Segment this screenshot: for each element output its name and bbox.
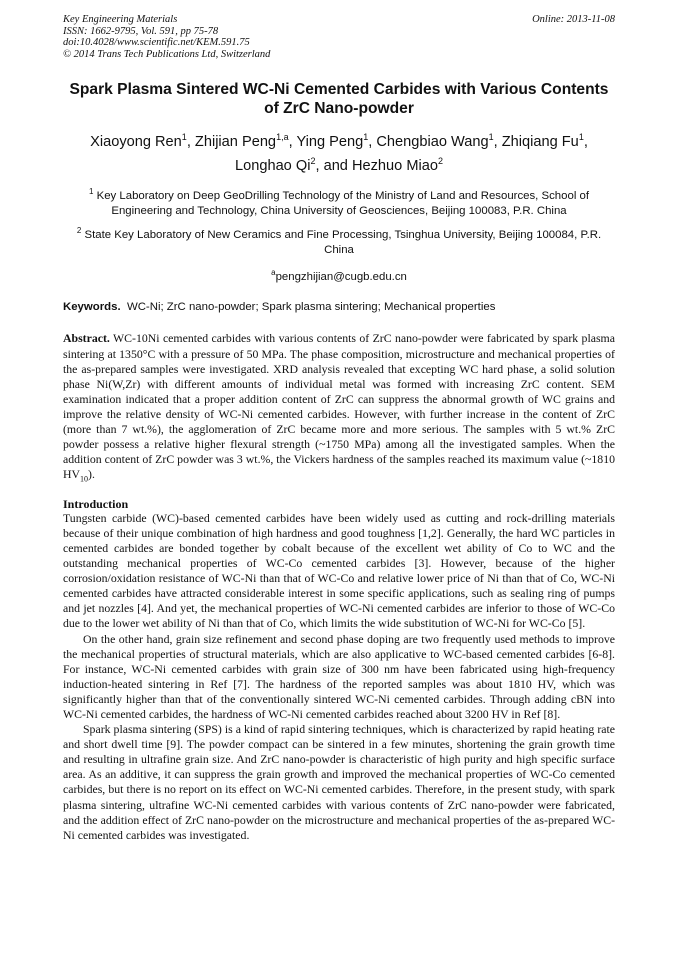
online-date: Online: 2013-11-08	[532, 14, 615, 25]
paper-page	[63, 14, 615, 843]
abstract-text: WC-10Ni cemented carbides with various contents of ZrC nano-powder were fabricated by spark plasma sintering at 1350°C with a pressure of 50 MPa. The phase composition, microstructure and mechanical properties of the as-prepared samples were investigated. XRD analysis revealed that excepting WC hard phase, a solid solution phase Ni(W,Zr) with different amounts of individual metal was formed with increasing ZrC content. SEM examination indicated that a proper addition content of ZrC can suppress the abnormal growth of WC grains and improve the relative density of WC-Ni cemented carbides. However, with further increase in the content of ZrC (more than 7 wt.%), the agglomeration of ZrC became more and more serious. The samples with 5 wt.% ZrC powder possess a relative higher flexural strength (~1750 MPa) among all the investigated samples. When the addition content of ZrC powder was 3 wt.%, the Vickers hardness of the samples reached its maximum value (~1810 HV	[63, 331, 615, 482]
author-name: Longhao Qi	[234, 158, 311, 175]
author-superscript: 1	[488, 132, 494, 143]
keywords-text: WC-Ni; ZrC nano-powder; Spark plasma sintering; Mechanical properties	[126, 301, 496, 314]
author-superscript: 1	[181, 132, 187, 143]
author-name: Chengbiao Wang	[376, 134, 489, 151]
intro-paragraph: Spark plasma sintering (SPS) is a kind of rapid sintering techniques, which is characterized by rapid heating rate and short dwell time [9]. The powder compact can be sintered in a few minutes, shortening the grain growth time and resulting in ultrafine grain size. And ZrC nano-powder is characteristic of high purity and high specific surface area. As an additive, it can suppress the grain growth and improved the mechanical properties of WC-Co cemented carbides, but there is no report on its effect on WC-Ni cemented carbides. Therefore, in the present study, with spark plasma sintering, ultrafine WC-Ni cemented carbides with various contents of ZrC nano-powder were fabricated, and the addition effect of ZrC nano-powder on the microstructure and mechanical properties of the as-prepared WC-Ni cemented carbides was investigated.	[63, 722, 615, 842]
author-name: Ying Peng	[296, 134, 364, 151]
affiliation-superscript: 1	[88, 187, 94, 197]
email-address[interactable]: pengzhijian@cugb.edu.cn	[275, 270, 407, 283]
copyright-line: © 2014 Trans Tech Publications Ltd, Switzerland	[63, 48, 271, 60]
keywords-label: Keywords.	[63, 301, 121, 314]
keywords	[63, 301, 615, 313]
journal-header	[63, 14, 615, 60]
paper-title: Spark Plasma Sintered WC-Ni Cemented Carbides with Various Contents of ZrC Nano-powder	[69, 81, 609, 118]
abstract-tail: ).	[88, 467, 95, 482]
section-heading: Introduction	[63, 496, 129, 511]
corresponding-email	[63, 268, 615, 283]
abstract-subscript: 10	[80, 474, 89, 484]
affiliation-2	[63, 223, 615, 258]
intro-paragraph: Tungsten carbide (WC)-based cemented carbides have been widely used as cutting and rock-drilling materials because of their unique combination of high hardness and good toughness [1,2]. Generally, the hard WC particles in cemented carbides are bonded together by cobalt because of the excellent wet ability of Co to WC and the outstanding mechanical properties of WC-Co cemented carbides [3]. However, because of the higher corrosion/oxidation resistance of WC-Ni than that of WC-Co and relative lower price of Ni than that of Co, WC-Ni cemented carbides have attracted considerable interest in some specific applications, such as sealing ring of pumps and jet nozzles [4]. And yet, the mechanical properties of WC-Ni cemented carbides are inferior to those of WC-Co due to the lower wet ability of Ni than that of Co, which limits the wide substitution of WC-Ni for WC-Co [5].	[63, 510, 615, 631]
author-superscript: 2	[310, 156, 316, 167]
author-name: Zhijian Peng	[194, 134, 277, 151]
issn-line: ISSN: 1662-9795, Vol. 591, pp 75-78	[63, 25, 219, 37]
abstract	[63, 331, 615, 486]
journal-name: Key Engineering Materials	[63, 14, 178, 25]
author-name: Zhiqiang Fu	[501, 134, 579, 151]
affiliation-text: Key Laboratory on Deep GeoDrilling Technology of the Ministry of Land and Resources, School of Engineering and Technology, China University of Geosciences, Beijing 100083, P.R. China	[96, 189, 590, 217]
author-superscript: 1,a	[276, 132, 289, 143]
author-superscript: 1	[578, 132, 584, 143]
abstract-label: Abstract.	[63, 331, 110, 346]
author-name: Xiaoyong Ren	[90, 134, 182, 151]
affiliation-superscript: 2	[76, 225, 82, 235]
affiliation-text: State Key Laboratory of New Ceramics and Fine Processing, Tsinghua University, Beijing 100084, P.R. China	[84, 228, 602, 256]
author-superscript: 1	[363, 132, 369, 143]
doi-line: doi:10.4028/www.scientific.net/KEM.591.75	[63, 37, 250, 49]
author-name: Hezhuo Miao	[351, 158, 438, 175]
email-superscript: a	[271, 267, 276, 277]
author-superscript: 2	[437, 156, 443, 167]
author-list: Xiaoyong Ren$^1$, Zhijian Peng$^{1,a}$, Ying Peng$^1$, Chengbiao Wang$^1$, Zhiqiang Fu$^1$, Longhao Qi$^2$, and Hezhuo Miao$^2$	[90, 132, 588, 175]
affiliation-1	[63, 184, 615, 219]
intro-paragraph: On the other hand, grain size refinement and second phase doping are two frequently used methods to improve the mechanical properties of structural materials, which are also applicative to WC-based cemented carbides [6-8]. For instance, WC-Ni cemented carbides with grain size of 300 nm have been fabricated using high-frequency induction-heated sintering in Ref [7]. The hardness of the reported samples was about 1810 HV, which was significantly higher than that of the conventionally sintered WC-Ni cemented carbides. Through adding cBN into WC-Ni cemented carbides, the hardness of WC-Ni cemented carbides reached about 3200 HV in Ref [8].	[63, 631, 615, 721]
